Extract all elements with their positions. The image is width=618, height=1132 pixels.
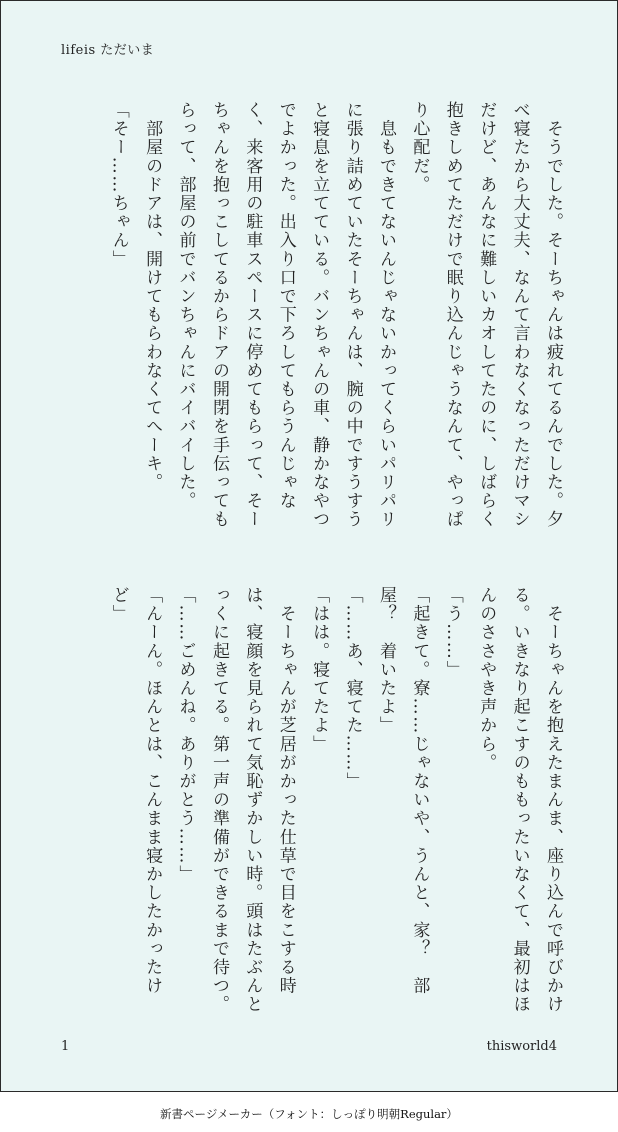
lower-text-block	[59, 586, 569, 1016]
paragraph: 「……ごめんね。ありがとう……」	[175, 586, 196, 884]
paragraph: 「起きて。寮……じゃないや、うんと、家？ 部屋？ 着いたよ」	[375, 586, 430, 996]
upper-text-block	[59, 101, 569, 531]
paragraph: そーちゃんを抱えたまんま、座り込んで呼びかける。いきなり起こすのももったいなくて、最初はほんのささやき声から。	[476, 586, 563, 1014]
paragraph: 息もできてないんじゃないかってくらいパリパリに張り詰めていたそーちゃんは、腕の中ですうすうと寝息を立てている。バンちゃんの車、静かなやつでよかった。出入り口で下ろしてもらうんじゃなく、来客用の駐車スペースに停めてもらって、そーちゃんを抱っこしてるからドアの開閉を手伝ってもらって、部屋の前でバンちゃんにバイバイした。	[175, 101, 396, 529]
paragraph: 「そー……ちゃん」	[108, 101, 129, 269]
running-header-title: lifeis ただいま	[61, 43, 155, 58]
paragraph: そーちゃんが芝居がかった仕草で目をこする時は、寝顔を見られて気恥ずかしい時。頭はたぶんとっくに起きてる。第一声の準備ができるまで待つ。	[208, 586, 296, 1014]
paragraph: 「んーん。ほんとは、こんまま寝かしたかったけど」	[108, 586, 163, 996]
author-footer: thisworld4	[486, 1039, 557, 1054]
page-number: 1	[61, 1039, 70, 1054]
maker-credit: 新書ページメーカー（フォント：しっぽり明朝Regular）	[160, 1107, 458, 1121]
paragraph: 「……あ、寝てた……」	[342, 586, 363, 791]
paragraph: そうでした。そーちゃんは疲れてるんでした。夕べ寝たから大丈夫、なんて言わなくなっただけマシだけど、あんなに難しいカオしてたのに、しばらく抱きしめてただけで眠り込んじゃうなんて、やっぱり心配だ。	[409, 101, 563, 529]
paragraph: 部屋のドアは、開けてもらわなくてへーキ。	[142, 101, 163, 492]
paragraph: 「う……」	[442, 586, 463, 679]
paragraph: 「はは。寝てたよ」	[309, 586, 330, 754]
